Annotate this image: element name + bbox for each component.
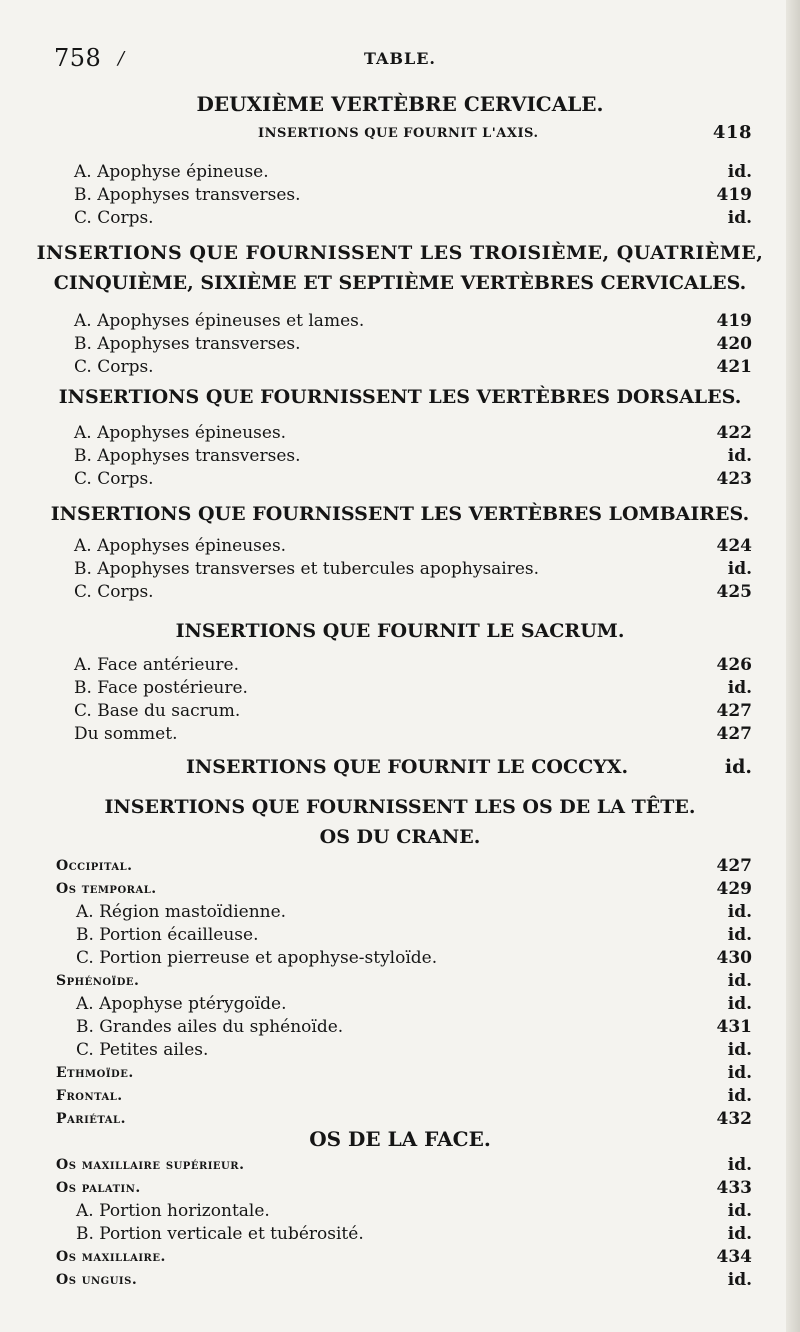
entry-page: id. <box>727 1155 752 1175</box>
entry-page: 434 <box>716 1247 752 1267</box>
list-item <box>74 162 752 185</box>
list-item <box>56 856 752 879</box>
entry-label: Occipital. <box>56 858 133 874</box>
list-item <box>56 1063 752 1086</box>
entry-label: B. Apophyses transverses et tubercules apophysaires. <box>74 559 540 579</box>
entry-page: id. <box>727 678 752 698</box>
entry-page: 419 <box>716 311 752 331</box>
entry-label: B. Apophyses transverses. <box>74 334 301 354</box>
list-item <box>56 1270 752 1293</box>
list-item <box>76 902 752 925</box>
ink-mark: / <box>118 48 125 69</box>
entry-page: id. <box>727 1086 752 1106</box>
list-item <box>56 971 752 994</box>
list-item <box>74 446 752 469</box>
entry-label: Pariétal. <box>56 1111 126 1127</box>
entry-label: A. Région mastoïdienne. <box>76 902 287 922</box>
entry-label: A. Apophyses épineuses et lames. <box>74 311 365 331</box>
list-item <box>76 1017 752 1040</box>
list-item <box>56 1178 752 1201</box>
entry-label: B. Face postérieure. <box>74 678 248 698</box>
section-title-dorsales: INSERTIONS QUE FOURNISSENT LES VERTÈBRES DORSALES. <box>58 386 742 408</box>
list-item <box>74 701 752 724</box>
entry-page: id. <box>727 446 752 466</box>
entry-page: 427 <box>716 724 752 744</box>
list-item <box>74 678 752 701</box>
entry-page: 430 <box>716 948 752 968</box>
entry-label: A. Apophyse ptérygoïde. <box>76 994 287 1014</box>
entry-page: 431 <box>716 1017 752 1037</box>
entry-label: A. Apophyses épineuses. <box>74 423 287 443</box>
entry-label: C. Corps. <box>74 357 154 377</box>
entry-page: id. <box>727 1201 752 1221</box>
list-item <box>76 1201 752 1224</box>
entry-page: id. <box>727 162 752 182</box>
entry-page: id. <box>727 971 752 991</box>
entry-label: C. Portion pierreuse et apophyse-styloïde. <box>76 948 438 968</box>
entry-page: id. <box>727 1270 752 1290</box>
section-title-sacrum: INSERTIONS QUE FOURNIT LE SACRUM. <box>175 620 625 642</box>
entry-label: Du sommet. <box>74 724 178 744</box>
entry-label: C. Corps. <box>74 469 154 489</box>
page-gutter-shadow <box>786 0 800 1332</box>
entry-page: 426 <box>716 655 752 675</box>
list-item <box>76 948 752 971</box>
entry-page: 421 <box>716 357 752 377</box>
entry-page: 422 <box>716 423 752 443</box>
entry-label: A. Portion horizontale. <box>76 1201 270 1221</box>
entry-label: Os temporal. <box>56 881 157 897</box>
entry-page: id. <box>727 1224 752 1244</box>
entry-page: 429 <box>716 879 752 899</box>
entry-label: Os unguis. <box>56 1272 138 1288</box>
list-item <box>74 724 752 747</box>
list-item <box>56 1155 752 1178</box>
entry-page: id. <box>727 1063 752 1083</box>
entry-page: 425 <box>716 582 752 602</box>
list-item <box>76 1224 752 1247</box>
list-item <box>76 925 752 948</box>
entry-label: A. Apophyse épineuse. <box>74 162 269 182</box>
section-title-tete: INSERTIONS QUE FOURNISSENT LES OS DE LA TÊTE. <box>104 796 696 818</box>
entry-label: Ethmoïde. <box>56 1065 134 1081</box>
list-item <box>74 536 752 559</box>
entry-label: C. Petites ailes. <box>76 1040 209 1060</box>
entry-label: Os maxillaire supérieur. <box>56 1157 245 1173</box>
list-item <box>56 879 752 902</box>
page-number: 758 <box>54 44 102 72</box>
entry-page: id. <box>727 208 752 228</box>
entry-page: id. <box>727 994 752 1014</box>
list-item <box>74 582 752 605</box>
entry-label: Frontal. <box>56 1088 123 1104</box>
subtitle-page: 418 <box>712 122 752 143</box>
coccyx-page: id. <box>724 756 752 778</box>
section-title-cervicales-line2: CINQUIÈME, SIXIÈME ET SEPTIÈME VERTÈBRES CERVICALES. <box>53 272 747 294</box>
entry-label: B. Portion écailleuse. <box>76 925 259 945</box>
list-item <box>56 1086 752 1109</box>
section-title-lombaires: INSERTIONS QUE FOURNISSENT LES VERTÈBRES LOMBAIRES. <box>50 503 750 525</box>
entry-label: B. Grandes ailes du sphénoïde. <box>76 1017 344 1037</box>
subtitle-label: INSERTIONS QUE FOURNIT L'AXIS. <box>258 126 539 141</box>
list-item <box>76 1040 752 1063</box>
list-item <box>74 208 752 231</box>
entry-label: C. Corps. <box>74 582 154 602</box>
entry-label: Os maxillaire. <box>56 1249 166 1265</box>
subsection-title-face: OS DE LA FACE. <box>309 1127 491 1151</box>
list-item <box>74 334 752 357</box>
list-item <box>74 469 752 492</box>
subsection-title-crane: OS DU CRANE. <box>319 826 481 848</box>
section-title-coccyx: INSERTIONS QUE FOURNIT LE COCCYX. <box>186 756 629 778</box>
list-item <box>74 311 752 334</box>
entry-label: B. Apophyses transverses. <box>74 446 301 466</box>
entry-page: id. <box>727 559 752 579</box>
entry-label: C. Base du sacrum. <box>74 701 241 721</box>
section-title-cervicales-line1: INSERTIONS QUE FOURNISSENT LES TROISIÈME, QUATRIÈME, <box>36 242 764 264</box>
list-item <box>74 559 752 582</box>
entry-label: Os palatin. <box>56 1180 141 1196</box>
running-title: TABLE. <box>364 49 436 68</box>
list-item <box>56 1247 752 1270</box>
entry-label: B. Portion verticale et tubérosité. <box>76 1224 364 1244</box>
entry-page: id. <box>727 902 752 922</box>
entry-page: 433 <box>716 1178 752 1198</box>
list-item <box>74 185 752 208</box>
entry-label: B. Apophyses transverses. <box>74 185 301 205</box>
entry-page: 427 <box>716 701 752 721</box>
entry-page: id. <box>727 925 752 945</box>
entry-page: 420 <box>716 334 752 354</box>
entry-label: C. Corps. <box>74 208 154 228</box>
entry-page: id. <box>727 1040 752 1060</box>
section-title-deuxieme-vertebre: DEUXIÈME VERTÈBRE CERVICALE. <box>196 92 604 116</box>
entry-label: Sphénoïde. <box>56 973 140 989</box>
entry-page: 424 <box>716 536 752 556</box>
entry-label: A. Face antérieure. <box>74 655 239 675</box>
list-item <box>74 423 752 446</box>
list-item <box>74 655 752 678</box>
entry-page: 423 <box>716 469 752 489</box>
entry-label: A. Apophyses épineuses. <box>74 536 287 556</box>
entry-page: 432 <box>716 1109 752 1129</box>
entry-page: 419 <box>716 185 752 205</box>
page-header <box>40 44 760 74</box>
entry-page: 427 <box>716 856 752 876</box>
list-item <box>74 357 752 380</box>
list-item <box>76 994 752 1017</box>
